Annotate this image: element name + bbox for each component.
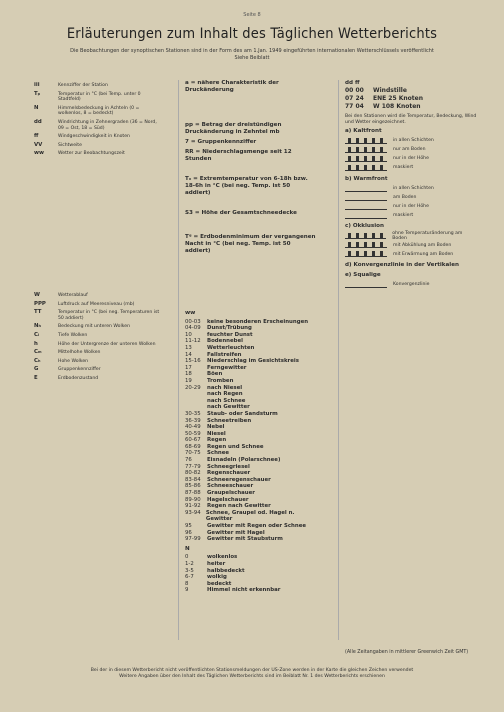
legend-text: Höhe der Untergrenze der unteren Wolken xyxy=(58,341,156,347)
code-value: 18 xyxy=(185,371,192,378)
code-text: feuchter Dunst xyxy=(207,331,253,338)
legend-text: Luftdruck auf Meeresniveau (mb) xyxy=(58,301,135,307)
front-text: maskiert xyxy=(393,213,414,219)
code-text: Regen und Schnee xyxy=(207,443,264,450)
subtitle xyxy=(0,48,504,62)
legend-symbol: Tₚ xyxy=(34,90,41,97)
code-value: 15-16 xyxy=(185,358,201,365)
front-text: mit Abkühlung am Boden xyxy=(393,242,452,248)
code-text: Graupelschauer xyxy=(207,490,255,497)
code-row xyxy=(185,536,317,543)
legend-row xyxy=(34,120,164,131)
footer-line-2: Weitere Angaben über den Inhalt des Täglichen Wetterberichts sind im Beiblatt Nr. 1 des Wetterberichts erschienen xyxy=(119,674,385,679)
code-row xyxy=(185,338,317,345)
code-value: 95 xyxy=(185,523,192,529)
code-value: 10 xyxy=(185,331,192,338)
code-row xyxy=(185,332,317,339)
legend-symbol: PPP xyxy=(34,300,46,307)
code-row xyxy=(185,371,317,378)
legend-text: Temperatur in °C (bei Temp. unter 0 Stadtfeld) xyxy=(58,91,141,103)
code-row xyxy=(185,554,317,561)
code-row xyxy=(185,444,317,451)
code-row xyxy=(185,510,317,523)
legend-text: Bedeckung mit unteren Wolken xyxy=(58,324,131,330)
code-text: Wetterleuchten xyxy=(207,344,255,351)
code-row xyxy=(185,345,317,352)
front-row xyxy=(345,184,477,193)
ww-list xyxy=(185,319,317,543)
code-row xyxy=(185,325,317,332)
code-row xyxy=(185,568,317,575)
code-row xyxy=(185,483,317,490)
code-row xyxy=(185,358,317,365)
wind-text: W 108 Knoten xyxy=(373,103,421,110)
legend-row xyxy=(34,367,164,373)
legend-symbol: Cₘ xyxy=(34,349,42,356)
code-value: 87-88 xyxy=(185,490,201,497)
code-value: 19 xyxy=(185,377,192,384)
code-value: 80-82 xyxy=(185,470,201,477)
legend-symbol: h xyxy=(34,340,38,347)
n-list xyxy=(185,554,317,594)
code-text: Dunst/Trübung xyxy=(207,325,252,332)
code-row xyxy=(185,411,317,418)
code-text: Bodennebel xyxy=(207,338,244,345)
code-value: 93-94 xyxy=(185,509,201,516)
front-text: am Boden xyxy=(393,195,417,201)
n-label: N xyxy=(185,545,190,552)
code-value: 0 xyxy=(185,554,189,561)
legend-row xyxy=(34,106,164,117)
column-divider xyxy=(178,80,179,640)
front-symbol-icon xyxy=(345,165,387,171)
legend-symbol: VV xyxy=(34,141,43,148)
code-value: 9 xyxy=(185,587,189,594)
legend-row xyxy=(34,342,164,348)
code-row xyxy=(185,319,317,326)
front-row xyxy=(345,280,477,289)
code-value: 83-84 xyxy=(185,476,201,483)
code-text: Fallstreifen xyxy=(207,351,242,358)
code-value: 89-90 xyxy=(185,496,201,503)
wind-row xyxy=(345,95,477,103)
legend-text: Windrichtung in Zehnergraden (36 = Nord, 09 = Ost, 18 = Süd) xyxy=(58,119,157,131)
front-row xyxy=(345,211,477,220)
code-value: 00-03 xyxy=(185,318,201,325)
code-row xyxy=(185,418,317,425)
legend-text: Windgeschwindigkeit in Knoten xyxy=(58,134,130,140)
code-row xyxy=(185,587,317,594)
code-text: halbbedeckt xyxy=(207,567,245,574)
code-value: 77-79 xyxy=(185,463,201,470)
code-value: 14 xyxy=(185,351,192,358)
front-text: in allen Schichten xyxy=(393,186,434,192)
code-text: Gewitter mit Staubsturm xyxy=(207,536,283,543)
front-text: maskiert xyxy=(393,165,414,171)
fronts-legend xyxy=(345,129,477,289)
code-value: 96 xyxy=(185,529,192,536)
code-text: Schneegriesel xyxy=(207,463,250,470)
legend-text: Mittelhohe Wolken xyxy=(58,350,101,356)
footer xyxy=(0,668,504,680)
group-7-head: 7 = Gruppenkennziffer xyxy=(185,139,257,145)
legend-text: Hohe Wolken xyxy=(58,358,89,364)
legend-row xyxy=(34,333,164,339)
code-row xyxy=(185,574,317,581)
code-text: wolkenlos xyxy=(207,554,238,561)
code-text: Schnee, Graupel od. Hagel n. Gewitter xyxy=(205,509,295,523)
code-row xyxy=(185,431,317,438)
front-row xyxy=(345,241,477,250)
code-text: Schneeschauer xyxy=(207,483,254,490)
code-row xyxy=(185,503,317,510)
legend-symbol: W xyxy=(34,291,40,298)
wind-code: 07 24 xyxy=(345,95,364,102)
code-row xyxy=(185,530,317,537)
snow-depth-head: S3 = Höhe der Gesamtschneedecke xyxy=(185,210,297,216)
front-symbol-icon xyxy=(345,242,387,248)
legend-text: Kennziffer der Station xyxy=(58,83,108,88)
code-row xyxy=(185,378,317,385)
legend-symbol: Cₗ xyxy=(34,331,40,338)
front-group-head: a) Kaltfront xyxy=(345,128,382,135)
wind-list xyxy=(345,87,477,111)
code-row xyxy=(185,437,317,444)
front-group-head: d) Konvergenzlinie in der Vertikalen xyxy=(345,261,459,268)
code-value: 04-09 xyxy=(185,325,201,332)
subtitle-line-1: Die Beobachtungen der synoptischen Stationen sind in der Form des am 1.Jan. 1949 eingeführten internationalen Wetterschlüssels veröffentlicht xyxy=(70,48,434,54)
front-text: nur in der Höhe xyxy=(393,156,429,162)
code-row xyxy=(185,497,317,504)
code-value: 50-59 xyxy=(185,430,201,437)
wind-row xyxy=(345,103,477,111)
code-text: Gewitter mit Hagel xyxy=(207,529,265,536)
code-value: 6-7 xyxy=(185,574,194,581)
front-symbol-icon xyxy=(345,138,387,144)
legend-row xyxy=(34,302,164,308)
code-row xyxy=(185,398,317,405)
legend-text: Himmelsbedeckung in Achteln (0 = wolkenlos, 8 = bedeckt) xyxy=(58,105,140,117)
legend-symbol: dd xyxy=(34,118,42,125)
legend-row xyxy=(34,143,164,149)
code-value: 30-35 xyxy=(185,410,201,417)
footer-line-1: Bei der in diesem Wetterbericht nicht veröffentlichten Stationsmeldungen der US-Zone werden in der Karte die gleichen Zeichen verwendet xyxy=(90,668,414,673)
filler-text-block xyxy=(34,160,164,290)
front-symbol-icon xyxy=(345,213,387,219)
legend-row xyxy=(34,310,164,321)
precip-head: RR = Niederschlagsmenge seit 12 Stunden xyxy=(185,149,292,162)
legend-text: Tiefe Wolken xyxy=(58,332,88,338)
code-text: nach Schnee xyxy=(207,397,246,404)
code-value: 91-92 xyxy=(185,503,201,510)
weather-code-legend xyxy=(34,293,164,382)
front-row xyxy=(345,164,477,173)
convergence-icon xyxy=(345,282,387,288)
code-text: Tromben xyxy=(207,377,234,384)
code-value: 40-49 xyxy=(185,424,201,431)
code-row xyxy=(185,457,317,464)
ww-label: ww xyxy=(185,310,196,316)
legend-text: Sichtweite xyxy=(58,142,82,148)
code-value: 36-39 xyxy=(185,417,201,424)
legend-symbol: TT xyxy=(34,309,42,316)
column-right xyxy=(345,80,477,289)
front-symbol-icon xyxy=(345,147,387,153)
code-value: 20-29 xyxy=(185,384,201,391)
front-symbol-icon xyxy=(345,251,387,257)
front-symbol-icon xyxy=(345,186,387,192)
code-value xyxy=(185,391,207,398)
legend-symbol: ff xyxy=(34,133,39,140)
code-text: Schnee xyxy=(207,450,230,457)
front-row xyxy=(345,232,477,241)
front-text: ohne Temperaturänderung am Boden xyxy=(392,230,463,242)
legend-symbol: E xyxy=(34,374,38,381)
code-row xyxy=(185,424,317,431)
legend-row xyxy=(34,293,164,299)
ground-min-head: Tᵍ = Erdbodenminimum der vergangenen Nacht in °C (bei neg. Temp. ist 50 addiert) xyxy=(185,234,316,254)
code-row xyxy=(185,490,317,497)
code-value: 1-2 xyxy=(185,560,194,567)
front-group-head: e) Squalige xyxy=(345,271,381,278)
wind-text: Windstille xyxy=(373,87,407,94)
extreme-temp-head: Tₓ = Extremtemperatur von 6-18h bzw. 18-6h in °C (bei neg. Temp. ist 50 addiert) xyxy=(185,176,308,196)
wind-code: 00 00 xyxy=(345,87,364,94)
front-text: mit Erwärmung am Boden xyxy=(393,251,454,257)
code-value: 70-75 xyxy=(185,450,201,457)
front-row xyxy=(345,202,477,211)
code-row xyxy=(185,352,317,359)
legend-row xyxy=(34,151,164,157)
code-value: 85-86 xyxy=(185,483,201,490)
subtitle-line-2: Siehe Beiblatt xyxy=(234,55,270,61)
code-text: Böen xyxy=(207,371,223,378)
legend-symbol: G xyxy=(34,366,39,373)
wind-text: ENE 25 Knoten xyxy=(373,95,423,102)
code-text: heiter xyxy=(207,560,226,567)
station-code-legend xyxy=(34,83,164,157)
column-left xyxy=(34,80,164,381)
legend-row xyxy=(34,324,164,330)
legend-row xyxy=(34,83,164,89)
code-text: Gewitter mit Regen oder Schnee xyxy=(207,523,307,529)
code-value: 97-99 xyxy=(185,536,201,543)
code-row xyxy=(185,561,317,568)
code-text: Eisnadeln (Polarschnee) xyxy=(207,457,281,464)
pressure-tendency-head: a = nähere Charakteristik der Druckänderung xyxy=(185,80,279,93)
code-row xyxy=(185,470,317,477)
front-symbol-icon xyxy=(345,233,386,239)
code-text: bedeckt xyxy=(207,580,232,587)
code-value xyxy=(185,398,207,405)
front-text: nur in der Höhe xyxy=(393,204,429,210)
code-text: Regen nach Gewitter xyxy=(207,503,271,510)
code-text: Regenschauer xyxy=(207,470,251,477)
code-text: Ferngewitter xyxy=(207,364,247,371)
wind-row xyxy=(345,87,477,95)
code-value xyxy=(185,404,207,411)
legend-symbol: ww xyxy=(34,150,44,157)
legend-row xyxy=(34,92,164,103)
code-value: 11-12 xyxy=(185,338,201,345)
legend-row xyxy=(34,350,164,356)
code-text: Himmel nicht erkennbar xyxy=(207,587,281,594)
code-text: Staub- oder Sandsturm xyxy=(207,410,278,417)
code-text: Schneeregenschauer xyxy=(207,476,271,483)
legend-row xyxy=(34,134,164,140)
legend-text: Erdbodenzustand xyxy=(58,375,99,381)
pressure-change-head: pp = Betrag der dreistündigen Druckänderung in Zehntel mb xyxy=(185,122,282,135)
code-value: 76 xyxy=(185,457,192,464)
code-value: 3-5 xyxy=(185,567,194,574)
legend-symbol: Nₕ xyxy=(34,323,41,330)
page-title: Erläuterungen zum Inhalt des Täglichen Wetterberichts xyxy=(66,26,438,42)
legend-text: Wetterablauf xyxy=(58,292,88,298)
page-number: Seite 8 xyxy=(243,12,261,18)
code-value: 68-69 xyxy=(185,443,201,450)
code-value: 60-67 xyxy=(185,437,201,444)
code-text: Niesel xyxy=(207,430,226,437)
legend-row xyxy=(34,359,164,365)
code-row xyxy=(185,477,317,484)
front-text: Konvergenzlinie xyxy=(393,281,430,287)
front-row xyxy=(345,146,477,155)
front-symbol-icon xyxy=(345,195,387,201)
code-row xyxy=(185,365,317,372)
legend-symbol: iii xyxy=(34,82,40,88)
code-text: Schneetreiben xyxy=(207,417,252,424)
code-text: keine besonderen Erscheinungen xyxy=(207,318,309,325)
legend-text: Gruppenkennziffer xyxy=(58,367,101,373)
front-row xyxy=(345,193,477,202)
code-value: 17 xyxy=(185,364,192,371)
code-row xyxy=(185,464,317,471)
front-text: nur am Boden xyxy=(393,147,426,153)
legend-row xyxy=(34,376,164,382)
code-row xyxy=(185,523,317,530)
code-row xyxy=(185,581,317,588)
column-middle xyxy=(185,80,317,594)
front-row xyxy=(345,155,477,164)
code-text: Hagelschauer xyxy=(207,496,249,503)
code-text: Niederschlag im Gesichtskreis xyxy=(207,358,299,365)
code-text: Regen xyxy=(207,437,227,444)
column-divider xyxy=(338,80,339,640)
code-row xyxy=(185,391,317,398)
legend-symbol: Cₕ xyxy=(34,357,41,364)
code-text: Nebel xyxy=(207,424,225,431)
code-row xyxy=(185,404,317,411)
legend-text: Wetter zur Beobachtungszeit xyxy=(58,151,125,157)
front-symbol-icon xyxy=(345,204,387,210)
ddff-label: dd ff xyxy=(345,80,360,86)
code-text: wolkig xyxy=(207,574,227,581)
front-group-head: c) Okklusion xyxy=(345,223,384,230)
code-value: 8 xyxy=(185,580,189,587)
front-symbol-icon xyxy=(345,156,387,162)
code-text: nach Niesel xyxy=(207,384,243,391)
intro-text: Bei den Stationen wird die Temperatur, Bedeckung, Wind und Wetter eingezeichnet. xyxy=(345,114,477,125)
code-text: nach Regen xyxy=(207,391,243,398)
front-text: in allen Schichten xyxy=(393,138,434,144)
legend-text: Temperatur in °C (bei neg. Temperaturen ist 50 addiert) xyxy=(58,310,160,321)
code-row xyxy=(185,385,317,392)
front-row xyxy=(345,137,477,146)
wind-code: 77 04 xyxy=(345,103,364,110)
code-text: nach Gewitter xyxy=(207,404,250,411)
time-footnote: (Alle Zeitangaben in mittlerer Greenwich Zeit GMT) xyxy=(345,650,469,655)
front-row xyxy=(345,250,477,259)
code-value: 13 xyxy=(185,344,192,351)
code-row xyxy=(185,450,317,457)
legend-symbol: N xyxy=(34,104,39,111)
front-group-head: b) Warmfront xyxy=(345,175,388,182)
